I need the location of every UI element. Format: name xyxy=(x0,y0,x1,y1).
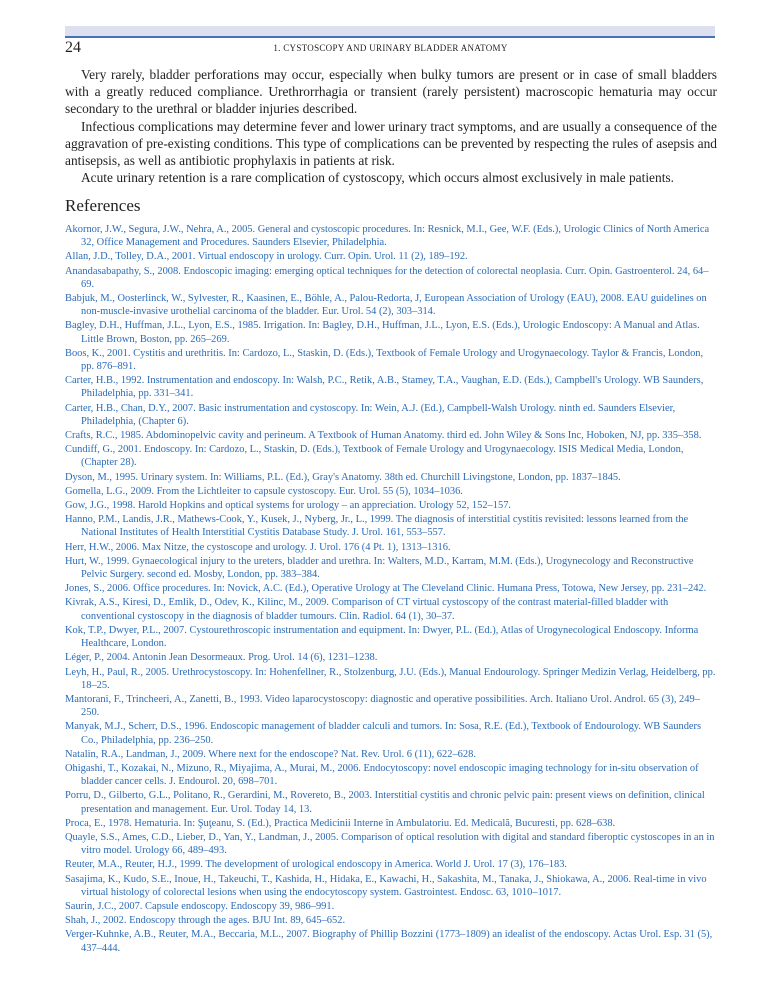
reference-item[interactable]: Bagley, D.H., Huffman, J.L., Lyon, E.S., 1985. Irrigation. In: Bagley, D.H., Huffman, J.L., Lyon, E.S. (Eds.), Urologic Endoscopy: A Manual and Atlas. Little Brown, Boston, pp. 265–269. xyxy=(65,320,700,345)
reference-item[interactable]: Quayle, S.S., Ames, C.D., Lieber, D., Yan, Y., Landman, J., 2005. Comparison of optical resolution with digital and standard fiberoptic cystoscopes in an in vitro model. Urology 66, 489–493. xyxy=(65,831,715,857)
reference-item[interactable]: Gomella, L.G., 2009. From the Lichtleiter to capsule cystoscopy. Eur. Urol. 55 (5), 1034–1036. xyxy=(65,485,463,497)
reference-item[interactable]: Sasajima, K., Kudo, S.E., Inoue, H., Takeuchi, T., Kashida, H., Hidaka, E., Kawachi, H., Sakashita, M., Tanaka, J., Shiokawa, A., 2006. Real-time in vivo virtual histology of colorectal lesions when using the endocytoscopy system. Gastrointest. Endosc. 63, 1010–1017. xyxy=(65,873,707,898)
reference-item[interactable]: Gow, J.G., 1998. Harold Hopkins and optical systems for urology – an appreciation. Urology 52, 152–157. xyxy=(65,500,512,512)
paragraph: Very rarely, bladder perforations may occur, especially when bulky tumors are present or in case of small bladders with a greatly reduced compliance. Urethrorrhagia or transient (rarely persistent) macroscopic hematuria may occur secondary to the urethral or bladder injuries described. xyxy=(65,67,717,117)
header-rule xyxy=(65,36,715,38)
reference-item[interactable]: Hanno, P.M., Landis, J.R., Mathews-Cook, Y., Kusek, J., Nyberg, Jr., L., 1999. The diagnosis of interstitial cystitis revisited: lessons learned from the National Institutes of Health Interstitial Cystitis Database Study. J. Urol. 161, 553–557. xyxy=(65,514,689,539)
running-head: 1. CYSTOSCOPY AND URINARY BLADDER ANATOMY xyxy=(273,43,508,53)
reference-item[interactable]: Proca, E., 1978. Hematuria. In: Şuţeanu, S. (Ed.), Practica Medicinii Interne în Ambulatoriu. Ed. Medicală, Bucuresti, pp. 628–638. xyxy=(65,817,616,829)
reference-item[interactable]: Reuter, M.A., Reuter, H.J., 1999. The development of urological endoscopy in America. World J. Urol. 17 (3), 176–183. xyxy=(65,859,568,871)
reference-item[interactable]: Herr, H.W., 2006. Max Nitze, the cystoscope and urology. J. Urol. 176 (4 Pt. 1), 1313–1316. xyxy=(65,541,451,553)
reference-item[interactable]: Cundiff, G., 2001. Endoscopy. In: Cardozo, L., Staskin, D. (Eds.), Textbook of Female Urology and Urogynaecology. ISIS Medical Media, London, (Chapter 28). xyxy=(65,444,684,469)
reference-item[interactable]: Carter, H.B., 1992. Instrumentation and endoscopy. In: Walsh, P.C., Retik, A.B., Stamey, T.A., Vaughan, E.D. (Eds.), Campbell's Urology. WB Saunders, Philadelphia, pp. 331–341. xyxy=(65,375,704,400)
reference-item[interactable]: Kivrak, A.S., Kiresi, D., Emlik, D., Odev, K., Kilinc, M., 2009. Comparison of CT virtual cystoscopy of the contrast material-filled bladder with conventional cystoscopy in the diagnosis of bladder tumours. Clin. Radiol. 64 (1), 30–37. xyxy=(65,597,669,622)
reference-item[interactable]: Léger, P., 2004. Antonin Jean Desormeaux. Prog. Urol. 14 (6), 1231–1238. xyxy=(65,652,378,664)
reference-item[interactable]: Allan, J.D., Tolley, D.A., 2001. Virtual endoscopy in urology. Curr. Opin. Urol. 11 (2), 189–192. xyxy=(65,251,468,263)
header-band xyxy=(65,26,715,36)
reference-item[interactable]: Manyak, M.J., Scherr, D.S., 1996. Endoscopic management of bladder calculi and tumors. In: Sosa, R.E. (Ed.), Textbook of Endourology. WB Saunders Co., Philadelphia, pp. 236–250. xyxy=(65,721,702,746)
reference-item[interactable]: Kok, T.P., Dwyer, P.L., 2007. Cystourethroscopic instrumentation and equipment. In: Dwyer, P.L. (Ed.), Atlas of Urogynecological Endoscopy. Informa Healthcare, London. xyxy=(65,624,699,650)
reference-list xyxy=(65,223,717,956)
paragraph: Infectious complications may determine fever and lower urinary tract symptoms, and are usually a consequence of the aggravation of pre-existing conditions. This type of complications can be prevented by respecting the rules of asepsis and antisepsis, as well as antibiotic prophylaxis in patients at risk. xyxy=(65,118,717,169)
reference-item[interactable]: Verger-Kuhnke, A.B., Reuter, M.A., Beccaria, M.L., 2007. Biography of Phillip Bozzini (1773–1809) an idealist of the endoscopy. Actas Urol. Esp. 31 (5), 437–444. xyxy=(65,929,713,954)
references-heading: References xyxy=(65,196,141,215)
reference-item[interactable]: Anandasabapathy, S., 2008. Endoscopic imaging: emerging optical techniques for the detection of colorectal neoplasia. Curr. Opin. Gastroenterol. 24, 64–69. xyxy=(65,265,709,290)
reference-item[interactable]: Leyh, H., Paul, R., 2005. Urethrocystoscopy. In: Hohenfellner, R., Stolzenburg, J.U. (Eds.), Manual Endourology. Springer Medizin Verlag, Heidelberg, pp. 18–25. xyxy=(65,666,716,691)
body-text xyxy=(65,66,717,186)
paragraph: Acute urinary retention is a rare complication of cystoscopy, which occurs almost exclusively in male patients. xyxy=(81,170,674,186)
reference-item[interactable]: Shah, J., 2002. Endoscopy through the ages. BJU Int. 89, 645–652. xyxy=(65,915,346,927)
reference-item[interactable]: Crafts, R.C., 1985. Abdominopelvic cavity and perineum. A Textbook of Human Anatomy. third ed. John Wiley & Sons Inc, Hoboken, NJ, pp. 335–358. xyxy=(65,430,702,442)
reference-item[interactable]: Carter, H.B., Chan, D.Y., 2007. Basic instrumentation and cystoscopy. In: Wein, A.J. (Ed.), Campbell-Walsh Urology. ninth ed. Saunders Elsevier, Philadelphia, (Chapter 6). xyxy=(65,402,676,427)
reference-item[interactable]: Boos, K., 2001. Cystitis and urethritis. In: Cardozo, L., Staskin, D. (Eds.), Textbook of Female Urology and Urogynaecology. Taylor & Francis, London, pp. 876–891. xyxy=(65,347,704,373)
reference-item[interactable]: Saurin, J.C., 2007. Capsule endoscopy. Endoscopy 39, 986–991. xyxy=(65,900,335,912)
reference-item[interactable]: Dyson, M., 1995. Urinary system. In: Williams, P.L. (Ed.), Gray's Anatomy. 38th ed. Churchill Livingstone, London, pp. 1837–1845. xyxy=(65,471,621,483)
reference-item[interactable]: Babjuk, M., Oosterlinck, W., Sylvester, R., Kaasinen, E., Böhle, A., Palou-Redorta, J, European Association of Urology (EAU), 2008. EAU guidelines on non-muscle-invasive urothelial carcinoma of the bladder. Eur. Urol. 54 (2), 303–314. xyxy=(65,293,707,318)
reference-item[interactable]: Jones, S., 2006. Office procedures. In: Novick, A.C. (Ed.), Operative Urology at The Cleveland Clinic. Humana Press, Totowa, New Jersey, pp. 231–242. xyxy=(65,583,707,595)
page-number: 24 xyxy=(65,39,81,56)
reference-item[interactable]: Natalin, R.A., Landman, J., 2009. Where next for the endoscope? Nat. Rev. Urol. 6 (11), 622–628. xyxy=(65,748,476,760)
reference-item[interactable]: Akornor, J.W., Segura, J.W., Nehra, A., 2005. General and cystoscopic procedures. In: Resnick, M.I., Gee, W.F. (Eds.), Urologic Clinics of North America 32, Office Management and Procedures. Saunders Elsevier, Philadelphia. xyxy=(65,224,710,249)
reference-item[interactable]: Ohigashi, T., Kozakai, N., Mizuno, R., Miyajima, A., Murai, M., 2006. Endocytoscopy: novel endoscopic imaging technology for in-situ observation of bladder cancer cells. J. Endourol. 20, 698–701. xyxy=(65,762,699,788)
reference-item[interactable]: Mantorani, F., Trincheeri, A., Zanetti, B., 1993. Video laparocystoscopy: diagnostic and operative possibilities. Arch. Italiano Urol. Androl. 65 (3), 249–250. xyxy=(65,693,700,719)
reference-item[interactable]: Porru, D., Gilberto, G.L., Politano, R., Gerardini, M., Rovereto, B., 2003. Interstitial cystitis and chronic pelvic pain: present views on definition, clinical presentation and management. Eur. Urol. Today 14, 13. xyxy=(65,790,705,815)
reference-item[interactable]: Hurt, W., 1999. Gynaecological injury to the ureters, bladder and urethra. In: Walters, M.D., Karram, M.M. (Eds.), Urogynecology and Reconstructive Pelvic Surgery. second ed. Mosby, London, pp. 383–384. xyxy=(65,555,694,581)
